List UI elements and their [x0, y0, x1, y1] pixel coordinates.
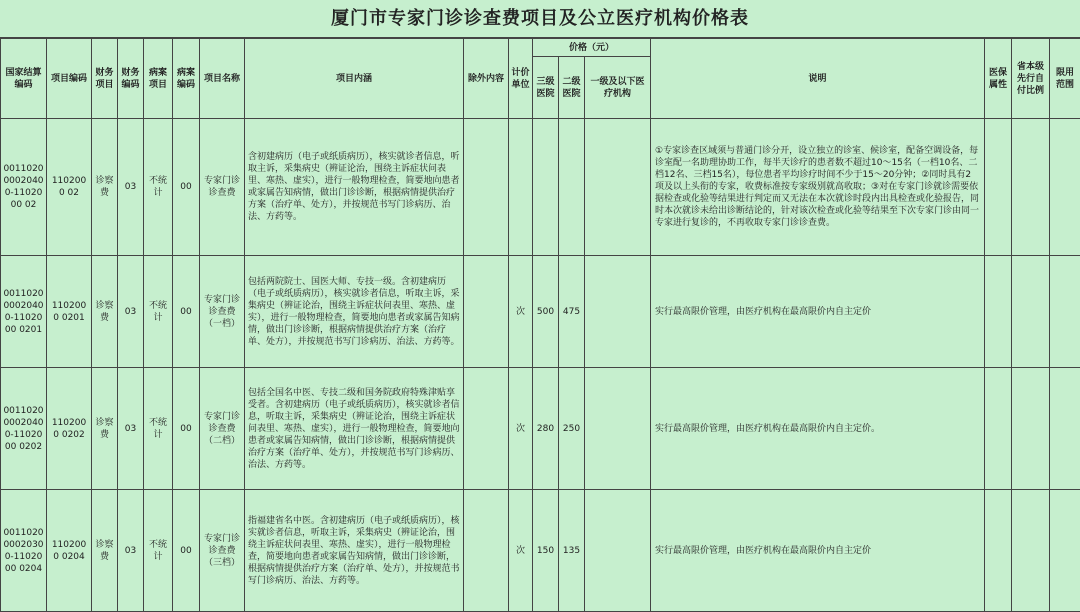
table-row — [1, 119, 1080, 256]
cell-grade3 — [533, 119, 559, 256]
cell-insurance — [985, 368, 1012, 490]
cell-province-ratio — [1012, 490, 1050, 612]
table-row — [1, 368, 1080, 490]
cell-grade2: 250 — [559, 368, 585, 490]
header-grade3: 三级医院 — [533, 57, 559, 119]
cell-item-name: 专家门诊诊查费 — [200, 119, 245, 256]
cell-item-name: 专家门诊诊查费（三档） — [200, 490, 245, 612]
cell-grade2 — [559, 119, 585, 256]
header-exclusions: 除外内容 — [464, 39, 509, 119]
header-grade1: 一级及以下医疗机构 — [585, 57, 651, 119]
header-case-item: 病案项目 — [144, 39, 173, 119]
cell-case-item: 不统计 — [144, 119, 173, 256]
cell-finance-code: 03 — [118, 490, 144, 612]
header-finance-code: 财务编码 — [118, 39, 144, 119]
cell-item-name: 专家门诊诊查费（一档） — [200, 256, 245, 368]
cell-finance-code: 03 — [118, 256, 144, 368]
header-limit-scope: 限用范围 — [1050, 39, 1080, 119]
cell-finance-item: 诊察费 — [92, 368, 118, 490]
price-table — [0, 38, 1080, 612]
cell-exclusions — [464, 490, 509, 612]
cell-unit: 次 — [509, 490, 533, 612]
cell-case-code: 00 — [173, 490, 200, 612]
cell-national-code: 0011020 0002040 0-1102000 02 — [1, 119, 47, 256]
header-unit: 计价单位 — [509, 39, 533, 119]
cell-finance-code: 03 — [118, 368, 144, 490]
cell-case-item: 不统计 — [144, 256, 173, 368]
cell-remarks: 实行最高限价管理，由医疗机构在最高限价内自主定价 — [651, 256, 985, 368]
cell-grade1 — [585, 119, 651, 256]
cell-province-ratio — [1012, 119, 1050, 256]
cell-province-ratio — [1012, 256, 1050, 368]
cell-grade1 — [585, 256, 651, 368]
cell-grade3: 280 — [533, 368, 559, 490]
cell-grade3: 500 — [533, 256, 559, 368]
cell-exclusions — [464, 368, 509, 490]
table-row — [1, 256, 1080, 368]
cell-case-code: 00 — [173, 119, 200, 256]
header-remarks: 说明 — [651, 39, 985, 119]
cell-item-code: 1102000 0201 — [47, 256, 92, 368]
cell-unit: 次 — [509, 368, 533, 490]
header-case-code: 病案编码 — [173, 39, 200, 119]
cell-grade2: 135 — [559, 490, 585, 612]
cell-case-code: 00 — [173, 368, 200, 490]
cell-item-code: 1102000 02 — [47, 119, 92, 256]
cell-province-ratio — [1012, 368, 1050, 490]
table-row — [1, 490, 1080, 612]
header-national-code: 国家结算编码 — [1, 39, 47, 119]
cell-limit-scope — [1050, 256, 1080, 368]
header-price-group: 价格（元） — [533, 39, 651, 57]
cell-insurance — [985, 119, 1012, 256]
cell-content: 含初建病历（电子或纸质病历），核实就诊者信息，听取主诉，采集病史（辨证论治，围绕主诉症状问表里、寒热、虚实），进行一般物理检查，简要地向患者或家属告知病情，做出门诊诊断，根据病情提供治疗方案（治疗单、处方），并按规范书写门诊病历、治法、方药等。 — [245, 119, 464, 256]
header-grade2: 二级医院 — [559, 57, 585, 119]
cell-content: 指福建省名中医。含初建病历（电子或纸质病历），核实就诊者信息，听取主诉，采集病史（辨证论治，围绕主诉症状问表里、寒热、虚实），进行一般物理检查，简要地向患者或家属告知病情，做出门诊诊断，根据病情提供治疗方案（治疗单、处方），并按规范书写门诊病历、治法、方药等。 — [245, 490, 464, 612]
cell-exclusions — [464, 119, 509, 256]
cell-remarks: 实行最高限价管理，由医疗机构在最高限价内自主定价。 — [651, 368, 985, 490]
cell-insurance — [985, 256, 1012, 368]
cell-case-item: 不统计 — [144, 490, 173, 612]
cell-case-item: 不统计 — [144, 368, 173, 490]
cell-insurance — [985, 490, 1012, 612]
cell-remarks: 实行最高限价管理，由医疗机构在最高限价内自主定价 — [651, 490, 985, 612]
header-content: 项目内涵 — [245, 39, 464, 119]
cell-national-code: 0011020 0002040 0-1102000 0202 — [1, 368, 47, 490]
header-province-ratio: 省本级先行自付比例 — [1012, 39, 1050, 119]
header-item-code: 项目编码 — [47, 39, 92, 119]
cell-item-code: 1102000 0202 — [47, 368, 92, 490]
cell-national-code: 0011020 0002030 0-1102000 0204 — [1, 490, 47, 612]
cell-grade2: 475 — [559, 256, 585, 368]
cell-finance-item: 诊察费 — [92, 119, 118, 256]
cell-grade1 — [585, 368, 651, 490]
cell-unit: 次 — [509, 256, 533, 368]
cell-content: 包括两院院士、国医大师、专技一级。含初建病历（电子或纸质病历），核实就诊者信息，听取主诉，采集病史（辨证论治，围绕主诉症状问表里、寒热、虚实），进行一般物理检查，简要地向患者或家属告知病情，做出门诊诊断，根据病情提供治疗方案（治疗单、处方），并按规范书写门诊病历、治法、方药等。 — [245, 256, 464, 368]
page-title: 厦门市专家门诊诊查费项目及公立医疗机构价格表 — [0, 0, 1080, 38]
cell-case-code: 00 — [173, 256, 200, 368]
cell-finance-item: 诊察费 — [92, 256, 118, 368]
cell-remarks: ①专家诊查区域须与普通门诊分开，设立独立的诊室、候诊室，配备空调设备，每诊室配一名助理协助工作，每半天诊疗的患者数不超过10～15名（一档10名、二档12名、三档15名），每位患者平均诊疗时间不少于15～20分钟；②同时具有2项及以上头衔的专家，收费标准按专家级别就高收取；③对在专家门诊就诊需要依据检查或化验等结果进行判定而又无法在本次就诊时段内出具检查或化验报告，同时本次就诊未给出诊断结论的，针对该次检查或化验等结果至下次专家门诊由同一专家进行复诊的，不再收取专家门诊诊查费。 — [651, 119, 985, 256]
cell-limit-scope — [1050, 490, 1080, 612]
cell-finance-item: 诊察费 — [92, 490, 118, 612]
header-insurance: 医保属性 — [985, 39, 1012, 119]
cell-limit-scope — [1050, 119, 1080, 256]
cell-item-code: 1102000 0204 — [47, 490, 92, 612]
cell-grade1 — [585, 490, 651, 612]
header-finance-item: 财务项目 — [92, 39, 118, 119]
cell-finance-code: 03 — [118, 119, 144, 256]
header-row — [1, 39, 1080, 57]
cell-exclusions — [464, 256, 509, 368]
cell-limit-scope — [1050, 368, 1080, 490]
header-item-name: 项目名称 — [200, 39, 245, 119]
cell-item-name: 专家门诊诊查费（二档） — [200, 368, 245, 490]
cell-grade3: 150 — [533, 490, 559, 612]
cell-national-code: 0011020 0002040 0-1102000 0201 — [1, 256, 47, 368]
cell-content: 包括全国名中医、专技二级和国务院政府特殊津贴享受者。含初建病历（电子或纸质病历），核实就诊者信息，听取主诉，采集病史（辨证论治，围绕主诉症状问表里、寒热、虚实），进行一般物理检查，简要地向患者或家属告知病情，做出门诊诊断，根据病情提供治疗方案（治疗单、处方），并按规范书写门诊病历、治法、方药等。 — [245, 368, 464, 490]
cell-unit — [509, 119, 533, 256]
